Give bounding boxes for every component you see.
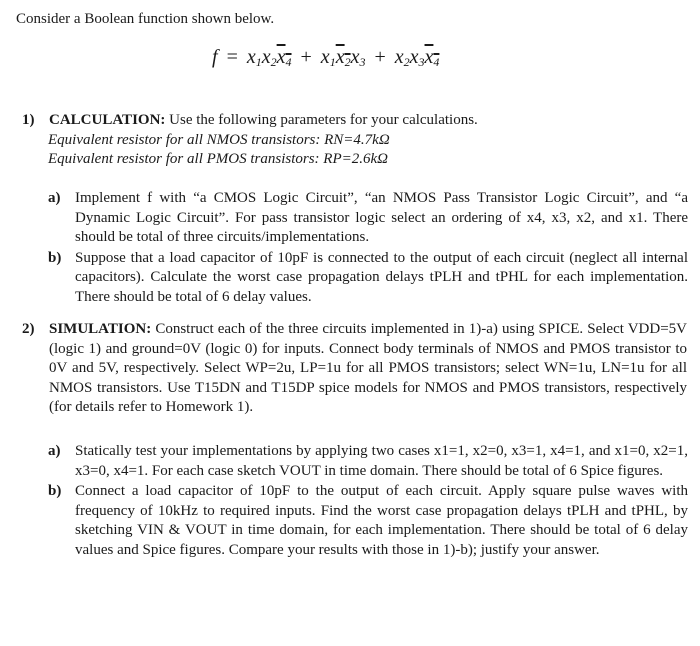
item-label: a) xyxy=(48,190,61,206)
formula-term-1 xyxy=(247,46,292,68)
formula-term-2 xyxy=(321,46,366,68)
item-label: b) xyxy=(48,249,62,266)
section-simulation xyxy=(22,320,687,418)
item-label: b) xyxy=(48,483,62,499)
formula-variable: $x_3$ xyxy=(350,46,366,69)
section-number: 1) xyxy=(22,112,35,128)
intro-text: Consider a Boolean function shown below. xyxy=(16,11,275,27)
list-item xyxy=(48,482,688,560)
item-text: Implement f with “a CMOS Logic Circuit”, “an NMOS Pass Transistor Logic Circuit”, and “a Dynamic Logic Circuit”. For pass transistor logic select an ordering of x4, x3, x2, and x1. There should be total of three circuits/implementations. xyxy=(75,190,688,245)
section-body xyxy=(22,320,687,418)
pmos-resistor-line: Equivalent resistor for all PMOS transistors: RP=2.6kΩ xyxy=(48,151,388,167)
boolean-formula xyxy=(212,44,439,70)
item-text: Connect a load capacitor of 10pF to the output of each circuit. Apply square pulse waves with frequency of 10kHz to required inputs. Find the worst case propagation delays tPLH and tPHL, by sketching VIN & VOUT in time domain, for each implementation. There should be total of 6 delay values and Spice figures. Compare your results with those in 1)-b); justify your answer. xyxy=(75,483,688,558)
list-item xyxy=(48,442,688,481)
formula-variable: $x_2$ xyxy=(394,46,410,69)
item-text: Statically test your implementations by applying two cases x1=1, x2=0, x3=1, x4=1, and x1=0, x2=1, x3=0, x4=1. For each case sketch VOUT in time domain. There should be total of 6 Spice figures. xyxy=(75,443,688,479)
formula-lhs: f xyxy=(212,46,218,68)
list-item xyxy=(48,249,688,308)
formula-variable: $x_2$ xyxy=(261,46,277,69)
section-heading-rest: Use the following parameters for your calculations. xyxy=(169,112,478,128)
formula-plus: + xyxy=(300,46,312,68)
formula-variable: $x_4$ xyxy=(276,46,292,69)
section-heading: SIMULATION: xyxy=(49,321,152,337)
formula-equals: = xyxy=(226,46,238,68)
section-body-text: Construct each of the three circuits implemented in 1)-a) using SPICE. Select VDD=5V (logic 1) and ground=0V (logic 0) for inputs. Connect body terminals of NMOS and PMOS transistor to 0V and 5V, respectively. Select WP=2u, LP=1u for all PMOS transistors; select WN=1u, LN=1u for all NMOS transistors. Use T15DN and T15DP spice models for NMOS and PMOS transistors, respectively (for details refer to Homework 1). xyxy=(49,321,687,415)
formula-term-3 xyxy=(395,46,440,68)
section-calculation xyxy=(22,111,682,170)
formula-variable: $x_1$ xyxy=(320,46,336,69)
formula-variable: $x_2$ xyxy=(335,46,351,69)
item-text: Suppose that a load capacitor of 10pF is connected to the output of each circuit (neglect all internal capacitors). Calculate the worst case propagation delays tPLH and tPHL for each implementation. There should be total of 6 delay values. xyxy=(75,249,688,305)
nmos-resistor-line: Equivalent resistor for all NMOS transistors: RN=4.7kΩ xyxy=(48,131,390,148)
formula-variable: $x_3$ xyxy=(409,46,425,69)
simulation-subitems xyxy=(48,442,688,560)
section-heading: CALCULATION: xyxy=(49,112,166,128)
formula-variable: $x_1$ xyxy=(246,46,262,69)
list-item xyxy=(48,189,688,248)
item-label: a) xyxy=(48,443,61,459)
formula-variable: $x_4$ xyxy=(424,46,440,69)
section-number: 2) xyxy=(22,321,35,337)
formula-plus: + xyxy=(374,46,386,68)
calculation-subitems xyxy=(48,189,688,307)
